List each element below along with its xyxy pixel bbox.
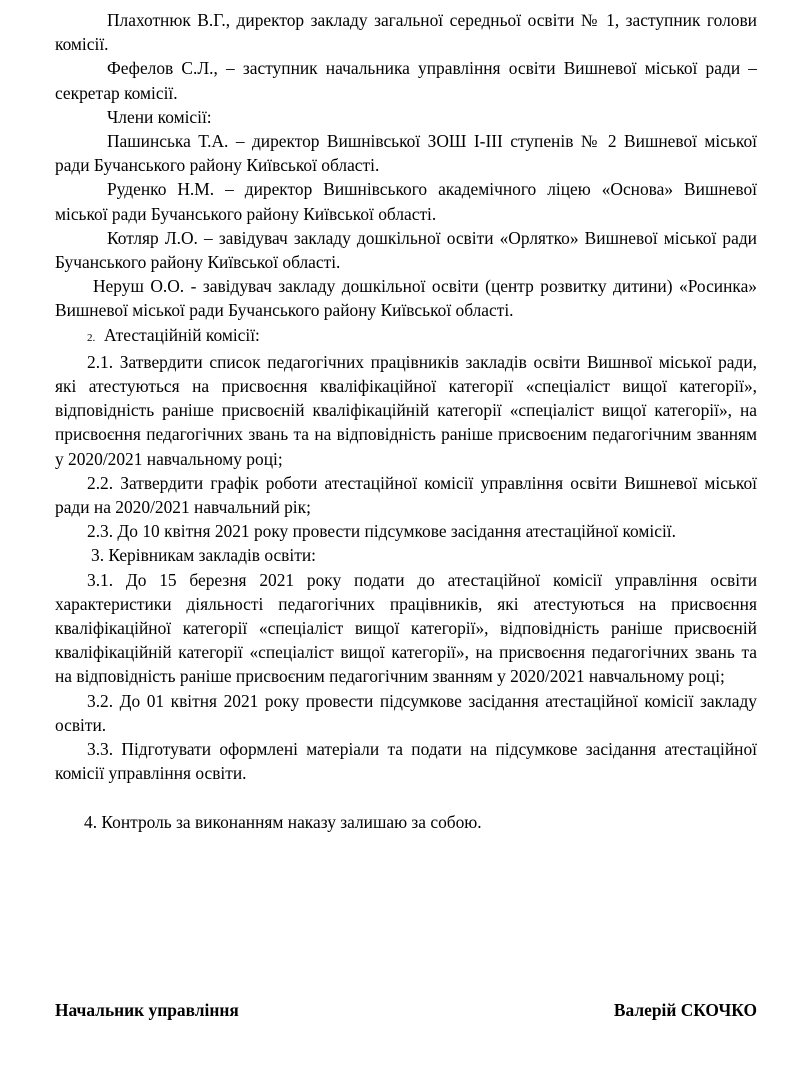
document-body bbox=[55, 8, 757, 834]
members-heading: Члени комісії: bbox=[107, 106, 212, 127]
section-2-heading-text: Атестаційній комісії: bbox=[103, 324, 260, 345]
item-2-2: 2.2. Затвердити графік роботи атестаційної комісії управління освіти Вишневої міської ради на 2020/2021 навчальний рік; bbox=[55, 472, 757, 518]
signature-position: Начальник управління bbox=[55, 1000, 239, 1020]
item-3-1: 3.1. До 15 березня 2021 року подати до атестаційної комісії управління освіти характеристики діяльності педагогічних працівників, які атестуються на присвоєння кваліфікаційної категорії «спеціаліст вищої категорії», відповідність раніше присвоєній кваліфікаційній категорії «спеціаліст вищої категорії», на присвоєння педагогічних звань та на відповідність раніше присвоєним педагогічним званням у 2020/2021 навчальному році; bbox=[55, 569, 757, 687]
signature-name: Валерій СКОЧКО bbox=[613, 1000, 757, 1020]
item-3-2: 3.2. До 01 квітня 2021 року провести підсумкове засідання атестаційної комісії закладу освіти. bbox=[55, 690, 757, 735]
member-pashynska: Пашинська Т.А. – директор Вишнівської ЗОШ І-ІІІ ступенів № 2 Вишневої міської ради Бучанського району Київської області. bbox=[55, 131, 757, 176]
spacer bbox=[55, 786, 757, 810]
section-2-heading bbox=[55, 323, 757, 350]
signature-block bbox=[55, 1000, 757, 1021]
item-3-3: 3.3. Підготувати оформлені матеріали та подати на підсумкове засідання атестаційної комісії управління освіти. bbox=[55, 739, 757, 784]
member-kotliar: Котляр Л.О. – завідувач закладу дошкільної освіти «Орлятко» Вишневої міської ради Бучанського району Київської області. bbox=[55, 227, 757, 273]
item-2-3: 2.3. До 10 квітня 2021 року провести підсумкове засідання атестаційної комісії. bbox=[87, 521, 676, 542]
member-fefelov: Фефелов С.Л., – заступник начальника управління освіти Вишневої міської ради – секретар комісії. bbox=[55, 58, 757, 103]
section-3-heading: 3. Керівникам закладів освіти: bbox=[91, 545, 316, 566]
section-4: 4. Контроль за виконанням наказу залишаю за собою. bbox=[84, 811, 482, 832]
member-rudenko: Руденко Н.М. – директор Вишнівського академічного ліцею «Основа» Вишневої міської ради Бучанського району Київської області. bbox=[55, 179, 757, 224]
item-2-1: 2.1. Затвердити список педагогічних працівників закладів освіти Вишнвої міської ради, які атестуються на присвоєння кваліфікаційної категорії «спеціаліст вищої категорії», відповідність раніше присвоєній кваліфікаційній категорії «спеціаліст вищої категорії», на присвоєння педагогічних звань та на відповідність раніше присвоєним педагогічним званням у 2020/2021 навчальному році; bbox=[55, 351, 757, 469]
section-2-number: 2. bbox=[87, 331, 96, 344]
member-plakhotniuk: Плахотнюк В.Г., директор закладу загальної середньої освіти № 1, заступник голови комісії. bbox=[55, 10, 757, 55]
member-nerush: Неруш О.О. - завідувач закладу дошкільної освіти (центр розвитку дитини) «Росинка» Вишневої міської ради Бучанського району Київської області. bbox=[55, 276, 757, 321]
